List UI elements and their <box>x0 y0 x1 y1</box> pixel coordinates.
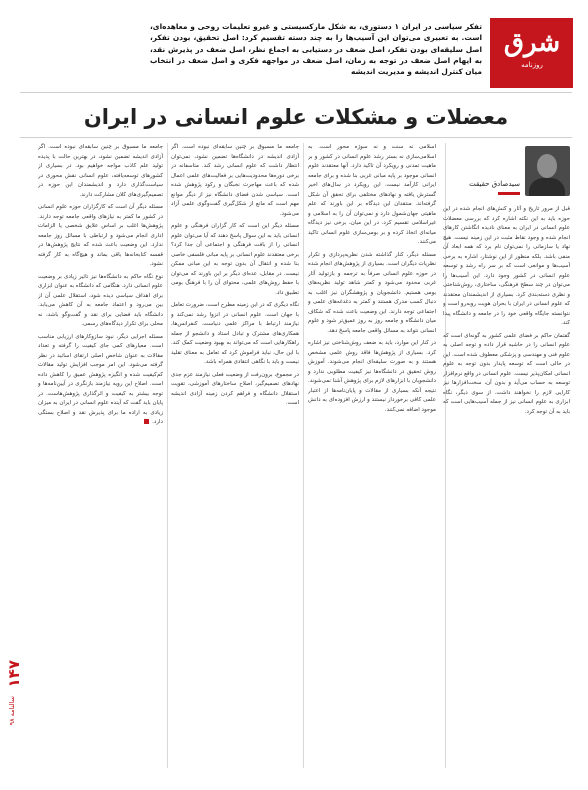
end-mark-icon <box>144 419 149 424</box>
paragraph: مسئله دیگر این است که کار گزاران فرهنگی و علوم انسانی باید به این سوال پاسخ دهند که آیا می‌توان علوم انسانی را از بافت فرهنگی و اجتماعی آن جدا کرد؟ برخی معتقدند علوم انسانی بر پایه مبانی فلسفی خاصی بنا شده و انتقال آن بدون توجه به این مبانی ممکن نیست. در مقابل، عده‌ای دیگر بر این باورند که می‌توان با حفظ روش‌های علمی، محتوای آن را با فرهنگ بومی تطبیق داد. <box>171 223 299 296</box>
paragraph: در کنار این موارد، باید به ضعف روش‌شناختی نیز اشاره کرد. بسیاری از پژوهش‌ها فاقد روش علمی مشخص هستند و به صورت سلیقه‌ای انجام می‌شوند. آموزش روش تحقیق در دانشگاه‌ها نیز کیفیت مطلوبی ندارد و دانشجویان با ابزارهای لازم برای پژوهش آشنا نمی‌شوند. نتیجه آنکه بسیاری از مقالات و پایان‌نامه‌ها از اعتبار علمی کافی برخوردار نیستند و ارزش افزوده‌ای به دانش موجود اضافه نمی‌کنند. <box>308 340 436 413</box>
article-header <box>148 18 573 88</box>
article-title: معضلات و مشکلات علوم انسانی در ایران <box>83 105 509 129</box>
column-rule <box>303 143 304 768</box>
paragraph: مسئله دیگر آن است که کارگزاران حوزه علوم انسانی در کشور ما کمتر به نیازهای واقعی جامعه توجه دارند. پژوهش‌ها اغلب بر اساس علایق شخصی یا الزامات اداری انجام می‌شود و ارتباطی با مسائل روز جامعه ندارد. این وضعیت باعث شده که نتایج پژوهش‌ها در قفسه کتابخانه‌ها باقی بماند و هیچ‌گاه به کار گرفته نشود. <box>38 204 163 267</box>
paragraph: گفتمان حاکم بر فضای علمی کشور به گونه‌ای است که علوم انسانی را در حاشیه قرار داده و توجه اصلی به علوم فنی و مهندسی و پزشکی معطوف شده است. این در حالی است که توسعه پایدار بدون توجه به علوم انسانی امکان‌پذیر نیست. علوم انسانی در واقع نرم‌افزار توسعه به حساب می‌آید و بدون آن، سخت‌افزارها نیز کارایی لازم را نخواهند داشت. از سوی دیگر، نگاه ابزاری به علوم انسانی نیز از جمله آسیب‌هایی است که باید به آن توجه کرد. <box>443 332 570 415</box>
paragraph: در مجموع، برون‌رفت از وضعیت فعلی نیازمند عزم جدی نهادهای تصمیم‌گیر، اصلاح ساختارهای آموزشی، تقویت استقلال دانشگاه و فراهم کردن زمینه آزادی اندیشه است. <box>171 371 299 406</box>
logo-box <box>490 18 573 88</box>
page-number: ۱۴۷ <box>5 660 23 688</box>
text-column-2 <box>308 143 436 770</box>
accent-bar <box>498 192 520 195</box>
paragraph: نوع نگاه حاکم به دانشگاه‌ها نیز تاثیر زیادی بر وضعیت علوم انسانی دارد. هنگامی که دانشگاه به عنوان ابزاری برای اهداف سیاسی دیده شود، استقلال علمی آن از بین می‌رود و اعتماد جامعه به آن کاهش می‌یابد. دانشگاه باید فضایی برای نقد و گفت‌وگو باشد، نه محلی برای تکرار دیدگاه‌های رسمی. <box>38 273 163 327</box>
paragraph: مسئله اجرایی دیگر، نبود سازوکارهای ارزیابی مناسب است. معیارهای کمی جای کیفیت را گرفته و تعداد مقالات به عنوان شاخص اصلی ارتقای اساتید در نظر گرفته می‌شود. این امر موجب افزایش تولید مقالات کم‌کیفیت شده و انگیزه پژوهش عمیق را کاهش داده است. اصلاح این رویه نیازمند بازنگری در آیین‌نامه‌ها و توجه بیشتر به کیفیت و اثرگذاری پژوهش‌هاست. در پایان باید گفت که آینده علوم انسانی در ایران به میزان زیادی به اراده ما برای پذیرش نقد و اصلاح بستگی دارد. <box>38 333 163 425</box>
issue-label: سالنامه ۹۸ <box>8 696 16 726</box>
column-rule <box>167 143 168 768</box>
text-column-3 <box>171 143 299 770</box>
divider <box>20 137 572 138</box>
paragraph: قبل از مرور تاریخ و آثار و کنش‌های انجام شده در این حوزه باید به این نکته اشاره کرد که بررسی معضلات علوم انسانی در ایران به معنای نادیده انگاشتن کارهای انجام شده و وجود نقاط مثبت در این زمینه نیست. هیچ نهاد یا سازمانی را نمی‌توان نام برد که همه ابعاد آن منفی باشد. بلکه منظور از این نوشتار، اشاره به برخی آسیب‌ها و موانعی است که بر سر راه رشد و توسعه علوم انسانی در کشور وجود دارد. این آسیب‌ها را می‌توان در چند سطح فرهنگی، ساختاری، روش‌شناختی و نظری دسته‌بندی کرد. بسیاری از اندیشمندان معتقدند که علوم انسانی در ایران با بحران هویت روبه‌رو است و نتوانسته جایگاه واقعی خود را در جامعه و دانشگاه پیدا کند. <box>443 206 570 326</box>
divider <box>20 92 572 93</box>
paragraph: نگاه دیگری که در این زمینه مطرح است، ضرورت تعامل با جهان است. علوم انسانی در انزوا رشد نمی‌کند و نیازمند ارتباط با مراکز علمی دنیاست. کنفرانس‌ها، همکاری‌های مشترک و تبادل استاد و دانشجو از جمله راهکارهایی است که می‌تواند به بهبود وضعیت کمک کند. با این حال، نباید فراموش کرد که تعامل به معنای تقلید نیست و باید با نگاهی انتقادی همراه باشد. <box>171 302 299 365</box>
lead-paragraph: تفکر سیاسی در ایران ۱ دستوری، به شکل مارکسیستی و غیرو تعلیمات روحی و معاهده‌ای، است. به تعبیری می‌توان این آسیب‌ها را به چند دسته تقسیم کرد: اصل تحقیق، بودن تفکر، اصل سلیقه‌ای بودن تفکر، اصل ضعف در دستیابی به اجماع نظر، اصل ضعف در پذیرش نقد، به ایهام اصل ضعف در توجه به زمان، اصل ضعف در مواجهه فکری و اصل ضعف در انتخاب میان کنترل اندیشه و مدیریت اندیشه <box>150 22 483 77</box>
newspaper-logo: شرق روزنامه <box>503 28 561 69</box>
paragraph: جامعه ما مسبوق بر چنین سابقه‌ای نبوده است. اگر آزادی اندیشه تضمین نشود، در بهترین حالت با پدیده تولید علم کاذب مواجه خواهیم بود. در بسیاری از کشورهای توسعه‌یافته، علوم انسانی نقش محوری در سیاست‌گذاری دارد و اندیشمندان این حوزه در تصمیم‌گیری‌های کلان مشارکت دارند. <box>38 144 163 198</box>
page-margin <box>2 660 26 780</box>
author-byline <box>455 146 570 198</box>
paragraph: مسئله دیگر، کنار گذاشته شدن نظریه‌پردازی و تکرار نظریات دیگران است. بسیاری از پژوهش‌های انجام شده در حوزه علوم انسانی صرفاً به ترجمه و بازتولید آثار غربی محدود می‌شود و کمتر شاهد تولید نظریه‌های بومی هستیم. دانشجویان و پژوهشگران نیز اغلب به دنبال کسب مدرک هستند و کمتر به دغدغه‌های علمی و اجتماعی توجه دارند. این وضعیت باعث شده که شکاف میان دانشگاه و جامعه روز به روز عمیق‌تر شود و علوم انسانی نتواند به مسائل واقعی جامعه پاسخ دهد. <box>308 251 436 334</box>
text-column-1 <box>443 205 570 770</box>
text-column-4 <box>38 143 163 770</box>
author-name: سیدصادق حقیقت <box>469 180 520 188</box>
paragraph: جامعه ما مسبوق بر چنین سابقه‌ای نبوده است. اگر آزادی اندیشه در دانشگاه‌ها تضمین نشود، نمی‌توان انتظار داشت که علوم انسانی رشد کند. متاسفانه در برخی دوره‌ها محدودیت‌هایی بر فعالیت‌های علمی اعمال شده که باعث مهاجرت نخبگان و رکود پژوهش شده است. سیاسی شدن فضای دانشگاه نیز از دیگر موانع مهم است که مانع از شکل‌گیری گفت‌وگوی علمی آزاد می‌شود. <box>171 144 299 217</box>
paragraph: اسلامی نه سنت و نه سوژه محور است. به اسلامی‌سازی نه بستر رشد علوم انسانی در کشور و بر ماهیت تمدنی و رویکرد آن تاکید دارد. آنها معتقدند علوم انسانی موجود بر پایه مبانی غربی بنا شده و برای جامعه ایرانی کارآمد نیست. این رویکرد در سال‌های اخیر گسترش یافته و نهادهای مختلفی برای تحقق آن شکل گرفته‌اند. منتقدان این دیدگاه بر این باورند که علم ماهیتی جهان‌شمول دارد و نمی‌توان آن را به اسلامی و غیراسلامی تقسیم کرد. در این میان، برخی نیز دیدگاه میانه‌ای اتخاذ کرده و بر بومی‌سازی علوم انسانی تاکید می‌کنند. <box>308 144 436 245</box>
author-photo <box>525 146 570 196</box>
